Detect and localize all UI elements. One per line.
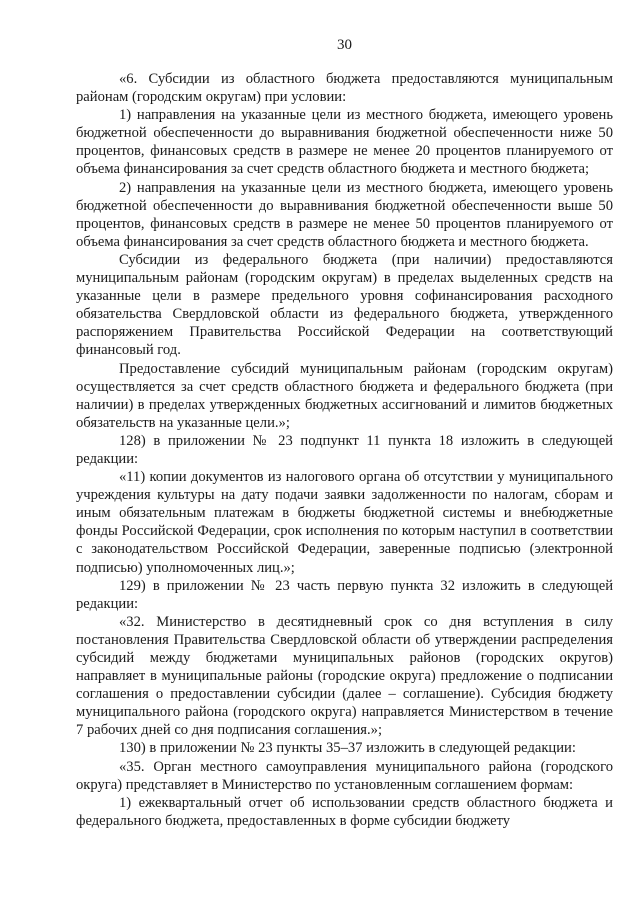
paragraph-report-1: 1) ежеквартальный отчет об использовании средств областного бюджета и федерального бюджета, предоставленных в форме субсидии бюджету [76, 794, 613, 829]
page-number: 30 [337, 37, 352, 53]
paragraph-clause-35: «35. Орган местного самоуправления муниципального района (городского округа) представляет в Министерство по установленным соглашением формам: [76, 758, 613, 793]
document-page [76, 36, 613, 830]
paragraph-condition-2: 2) направления на указанные цели из местного бюджета, имеющего уровень бюджетной обеспеченности до выравнивания бюджетной обеспеченности выше 50 процентов, финансовых средств в размере не менее 50 процентов планируемого от объема финансирования за счет средств областного бюджета и местного бюджета. [76, 179, 613, 250]
paragraph-federal-subsidies: Субсидии из федерального бюджета (при наличии) предоставляются муниципальным районам (городским округам) в пределах выделенных средств на указанные цели в размере предельного уровня софинансирования расходного обязательства Свердловской области из федерального бюджета, утвержденного распоряжением Правительства Российской Федерации на соответствующий финансовый год. [76, 251, 613, 359]
paragraph-item-129: 129) в приложении № 23 часть первую пункта 32 изложить в следующей редакции: [76, 577, 613, 612]
paragraph-subclause-11: «11) копии документов из налогового органа об отсутствии у муниципального учреждения культуры на дату подачи заявки задолженности по налогам, сборам и иным обязательным платежам в бюджеты бюджетной системы и внебюджетные фонды Российской Федерации, срок исполнения по которым наступил в соответствии с законодательством Российской Федерации, заверенные подписью (электронной подписью) уполномоченных лиц.»; [76, 469, 613, 576]
paragraph-clause-6: «6. Субсидии из областного бюджета предоставляются муниципальным районам (городским округам) при условии: [76, 71, 613, 106]
paragraph-item-128: 128) в приложении № 23 подпункт 11 пункта 18 изложить в следующей редакции: [76, 432, 613, 467]
paragraph-item-130: 130) в приложении № 23 пункты 35–37 изложить в следующей редакции: [119, 740, 576, 757]
paragraph-clause-32: «32. Министерство в десятидневный срок со дня вступления в силу постановления Правительства Свердловской области об утверждении распределения субсидий между бюджетами муниципальных районов (городских округов) направляет в муниципальные районы (городские округа) предложение о подписании соглашения о предоставлении субсидии (далее – соглашение). Субсидия бюджету муниципального района (городского округа) направляется Министерством в течение 7 рабочих дней со дня подписания соглашения.»; [76, 613, 613, 739]
paragraph-condition-1: 1) направления на указанные цели из местного бюджета, имеющего уровень бюджетной обеспеченности до выравнивания бюджетной обеспеченности ниже 50 процентов, финансовых средств в размере не менее 20 процентов планируемого от объема финансирования за счет средств областного бюджета и местного бюджета; [76, 107, 613, 178]
paragraph-subsidy-provision: Предоставление субсидий муниципальным районам (городским округам) осуществляется за счет средств областного бюджета и федерального бюджета (при наличии) в пределах утвержденных бюджетных ассигнований и лимитов бюджетных обязательств на указанные цели.»; [76, 360, 613, 431]
